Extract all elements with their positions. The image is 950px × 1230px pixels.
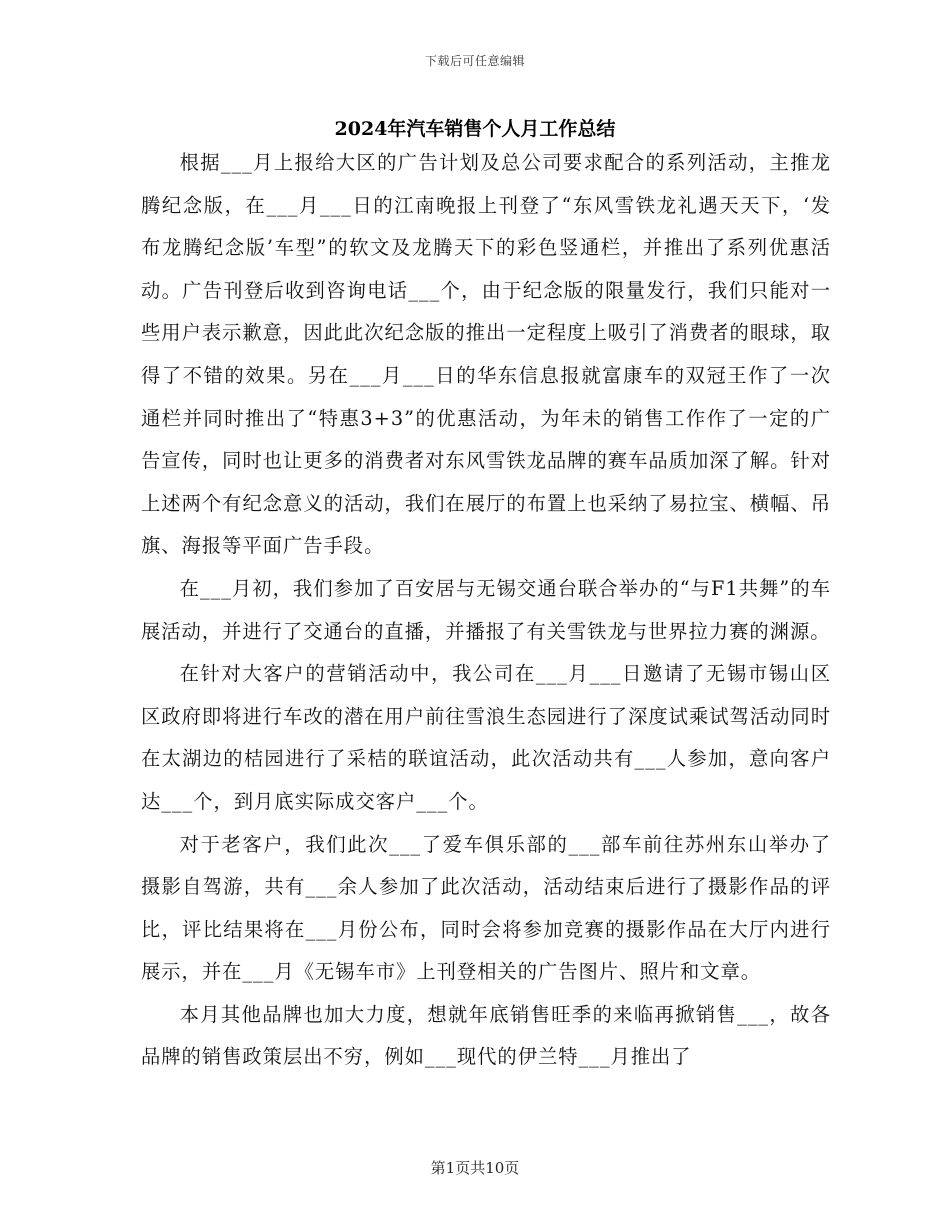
paragraph-2: 在___月初，我们参加了百安居与无锡交通台联合举办的“与F1共舞”的车展活动，并进行了交通台的直播，并播报了有关雪铁龙与世界拉力赛的渊源。 [141, 576, 831, 643]
page-number-footer: 第1页共10页 [430, 1159, 520, 1177]
document-body [141, 142, 831, 1079]
document-title: 2024年汽车销售个人月工作总结 [334, 118, 616, 140]
paragraph-3: 在针对大客户的营销活动中，我公司在___月___日邀请了无锡市锡山区区政府即将进行车改的潜在用户前往雪浪生态园进行了深度试乘试驾活动同时在太湖边的桔园进行了采桔的联谊活动，此次活动共有___人参加，意向客户达___个，到月底实际成交客户___个。 [141, 662, 831, 813]
paragraph-4: 对于老客户，我们此次___了爱车俱乐部的___部车前往苏州东山举办了摄影自驾游，共有___余人参加了此次活动，活动结束后进行了摄影作品的评比，评比结果将在___月份公布，同时会将参加竞赛的摄影作品在大厅内进行展示，并在___月《无锡车市》上刊登相关的广告图片、照片和文章。 [141, 832, 831, 984]
page-header-note: 下载后可任意编辑 [424, 54, 525, 68]
paragraph-1: 根据___月上报给大区的广告计划及总公司要求配合的系列活动，主推龙腾纪念版，在___月___日的江南晚报上刊登了“东风雪铁龙礼遇天天下，‘发布龙腾纪念版’车型”的软文及龙腾天下的彩色竖通栏，并推出了系列优惠活动。广告刊登后收到咨询电话___个，由于纪念版的限量发行，我们只能对一些用户表示歉意，因此此次纪念版的推出一定程度上吸引了消费者的眼球，取得了不错的效果。另在___月___日的华东信息报就富康车的双冠王作了一次通栏并同时推出了“特惠3+3”的优惠活动，为年未的销售工作作了一定的广告宣传，同时也让更多的消费者对东风雪铁龙品牌的赛车品质加深了解。针对上述两个有纪念意义的活动，我们在展厅的布置上也采纳了易拉宝、横幅、吊旗、海报等平面广告手段。 [141, 151, 831, 558]
paragraph-5: 本月其他品牌也加大力度，想就年底销售旺季的来临再掀销售___，故各品牌的销售政策层出不穷，例如___现代的伊兰特___月推出了 [141, 1002, 831, 1069]
